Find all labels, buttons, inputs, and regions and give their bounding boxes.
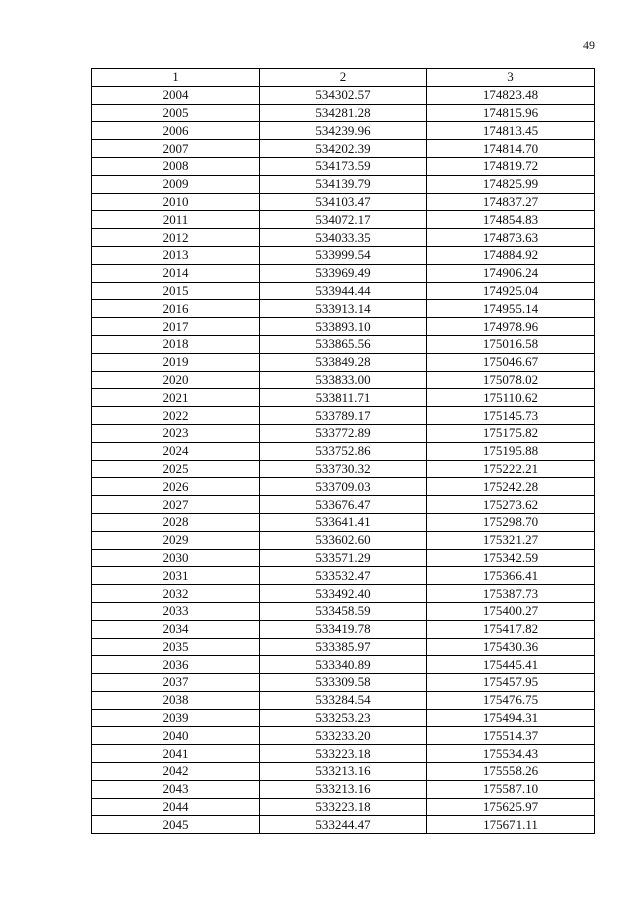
table-cell-col-1: 2036 [92, 656, 260, 674]
header-row [92, 69, 595, 87]
table-cell-col-2: 534103.47 [260, 193, 427, 211]
table-row [92, 442, 595, 460]
table-row [92, 531, 595, 549]
table-cell-col-1: 2006 [92, 122, 260, 140]
table-cell-col-2: 533532.47 [260, 567, 427, 585]
table-cell-col-2: 534202.39 [260, 140, 427, 158]
table-cell-col-1: 2025 [92, 460, 260, 478]
table-row [92, 104, 595, 122]
table-header [92, 69, 595, 87]
table-cell-col-3: 174854.83 [427, 211, 595, 229]
table-row [92, 763, 595, 781]
table-row [92, 727, 595, 745]
table-row [92, 602, 595, 620]
table-cell-col-3: 174823.48 [427, 86, 595, 104]
table-cell-col-3: 174815.96 [427, 104, 595, 122]
table-cell-col-1: 2009 [92, 175, 260, 193]
table-cell-col-2: 534173.59 [260, 157, 427, 175]
table-cell-col-1: 2019 [92, 353, 260, 371]
table-row [92, 246, 595, 264]
header-cell-2: 2 [260, 69, 427, 87]
table-cell-col-1: 2037 [92, 674, 260, 692]
table-cell-col-2: 533309.58 [260, 674, 427, 692]
table-cell-col-3: 174814.70 [427, 140, 595, 158]
table-row [92, 816, 595, 834]
table-cell-col-3: 175671.11 [427, 816, 595, 834]
table-cell-col-3: 174825.99 [427, 175, 595, 193]
table-cell-col-1: 2041 [92, 745, 260, 763]
table-row [92, 175, 595, 193]
table-row [92, 318, 595, 336]
table-cell-col-2: 533492.40 [260, 585, 427, 603]
table-cell-col-3: 175587.10 [427, 780, 595, 798]
table-cell-col-2: 533340.89 [260, 656, 427, 674]
table-cell-col-3: 174906.24 [427, 264, 595, 282]
table-body [92, 86, 595, 833]
table-cell-col-3: 175222.21 [427, 460, 595, 478]
table-cell-col-2: 533641.41 [260, 513, 427, 531]
table-cell-col-2: 533833.00 [260, 371, 427, 389]
table-cell-col-1: 2023 [92, 424, 260, 442]
table-cell-col-1: 2030 [92, 549, 260, 567]
table-row [92, 496, 595, 514]
table-cell-col-3: 175476.75 [427, 691, 595, 709]
table-row [92, 86, 595, 104]
table-cell-col-2: 533969.49 [260, 264, 427, 282]
table-cell-col-2: 533913.14 [260, 300, 427, 318]
table-cell-col-3: 174819.72 [427, 157, 595, 175]
table-cell-col-3: 175195.88 [427, 442, 595, 460]
table-row [92, 585, 595, 603]
table-row [92, 424, 595, 442]
table-cell-col-1: 2028 [92, 513, 260, 531]
table-cell-col-2: 534239.96 [260, 122, 427, 140]
table-cell-col-1: 2039 [92, 709, 260, 727]
table-row [92, 638, 595, 656]
table-cell-col-3: 175242.28 [427, 478, 595, 496]
table-cell-col-3: 174955.14 [427, 300, 595, 318]
table-cell-col-3: 175016.58 [427, 335, 595, 353]
table-cell-col-2: 533752.86 [260, 442, 427, 460]
table-row [92, 140, 595, 158]
table-cell-col-3: 175514.37 [427, 727, 595, 745]
table-row [92, 513, 595, 531]
table-row [92, 798, 595, 816]
table-row [92, 567, 595, 585]
table-cell-col-1: 2015 [92, 282, 260, 300]
table-cell-col-2: 533213.16 [260, 763, 427, 781]
table-cell-col-3: 175298.70 [427, 513, 595, 531]
table-cell-col-2: 533811.71 [260, 389, 427, 407]
table-cell-col-1: 2027 [92, 496, 260, 514]
table-row [92, 229, 595, 247]
table-cell-col-3: 175558.26 [427, 763, 595, 781]
table-cell-col-1: 2016 [92, 300, 260, 318]
table-cell-col-3: 175110.62 [427, 389, 595, 407]
table-cell-col-3: 174813.45 [427, 122, 595, 140]
table-cell-col-2: 533223.18 [260, 798, 427, 816]
header-cell-1: 1 [92, 69, 260, 87]
table-cell-col-1: 2013 [92, 246, 260, 264]
table-cell-col-2: 533458.59 [260, 602, 427, 620]
table-cell-col-1: 2026 [92, 478, 260, 496]
table-cell-col-1: 2018 [92, 335, 260, 353]
table-cell-col-2: 534072.17 [260, 211, 427, 229]
table-cell-col-3: 175175.82 [427, 424, 595, 442]
table-cell-col-3: 175457.95 [427, 674, 595, 692]
table-cell-col-3: 175430.36 [427, 638, 595, 656]
table-row [92, 300, 595, 318]
table-cell-col-2: 533602.60 [260, 531, 427, 549]
table-cell-col-3: 174884.92 [427, 246, 595, 264]
table-cell-col-3: 174978.96 [427, 318, 595, 336]
table-cell-col-1: 2008 [92, 157, 260, 175]
table-row [92, 211, 595, 229]
table-cell-col-1: 2040 [92, 727, 260, 745]
table-cell-col-1: 2044 [92, 798, 260, 816]
table-row [92, 620, 595, 638]
table-cell-col-3: 175145.73 [427, 407, 595, 425]
table-cell-col-3: 174925.04 [427, 282, 595, 300]
table-cell-col-2: 533284.54 [260, 691, 427, 709]
table-cell-col-2: 533253.23 [260, 709, 427, 727]
table-cell-col-2: 534033.35 [260, 229, 427, 247]
table-cell-col-1: 2042 [92, 763, 260, 781]
table-cell-col-1: 2024 [92, 442, 260, 460]
table-row [92, 389, 595, 407]
table-cell-col-3: 175417.82 [427, 620, 595, 638]
table-row [92, 691, 595, 709]
table-row [92, 709, 595, 727]
table-cell-col-2: 533772.89 [260, 424, 427, 442]
table-row [92, 157, 595, 175]
table-cell-col-1: 2010 [92, 193, 260, 211]
table-cell-col-2: 533571.29 [260, 549, 427, 567]
table-cell-col-1: 2005 [92, 104, 260, 122]
table-row [92, 264, 595, 282]
page-number: 49 [583, 38, 595, 52]
table-cell-col-2: 534302.57 [260, 86, 427, 104]
table-cell-col-3: 175046.67 [427, 353, 595, 371]
table-cell-col-2: 533233.20 [260, 727, 427, 745]
coordinates-table [91, 68, 595, 834]
table-cell-col-3: 175387.73 [427, 585, 595, 603]
table-cell-col-2: 533213.16 [260, 780, 427, 798]
table-cell-col-1: 2020 [92, 371, 260, 389]
table-cell-col-1: 2004 [92, 86, 260, 104]
table-cell-col-2: 534139.79 [260, 175, 427, 193]
table-row [92, 193, 595, 211]
table-cell-col-1: 2034 [92, 620, 260, 638]
table-row [92, 549, 595, 567]
table-cell-col-2: 533676.47 [260, 496, 427, 514]
table-row [92, 478, 595, 496]
table-row [92, 407, 595, 425]
table-cell-col-1: 2032 [92, 585, 260, 603]
table-row [92, 780, 595, 798]
table-cell-col-1: 2031 [92, 567, 260, 585]
table-cell-col-2: 533223.18 [260, 745, 427, 763]
table-cell-col-3: 175445.41 [427, 656, 595, 674]
table-cell-col-1: 2029 [92, 531, 260, 549]
table-cell-col-2: 533385.97 [260, 638, 427, 656]
table-cell-col-1: 2022 [92, 407, 260, 425]
table-cell-col-3: 175534.43 [427, 745, 595, 763]
table-cell-col-1: 2012 [92, 229, 260, 247]
table-cell-col-2: 534281.28 [260, 104, 427, 122]
table-cell-col-1: 2035 [92, 638, 260, 656]
table-cell-col-3: 174873.63 [427, 229, 595, 247]
table-row [92, 371, 595, 389]
table-cell-col-2: 533419.78 [260, 620, 427, 638]
table-row [92, 282, 595, 300]
table-cell-col-2: 533999.54 [260, 246, 427, 264]
table-cell-col-3: 175625.97 [427, 798, 595, 816]
table-cell-col-3: 175400.27 [427, 602, 595, 620]
table-cell-col-3: 175494.31 [427, 709, 595, 727]
table-cell-col-2: 533944.44 [260, 282, 427, 300]
table-row [92, 745, 595, 763]
table-cell-col-1: 2007 [92, 140, 260, 158]
table-cell-col-3: 175342.59 [427, 549, 595, 567]
table-row [92, 674, 595, 692]
table-cell-col-1: 2038 [92, 691, 260, 709]
header-cell-3: 3 [427, 69, 595, 87]
table-cell-col-3: 174837.27 [427, 193, 595, 211]
table-cell-col-2: 533865.56 [260, 335, 427, 353]
table-cell-col-3: 175078.02 [427, 371, 595, 389]
table-row [92, 335, 595, 353]
table-cell-col-2: 533730.32 [260, 460, 427, 478]
table-row [92, 122, 595, 140]
table-cell-col-1: 2017 [92, 318, 260, 336]
table-cell-col-3: 175366.41 [427, 567, 595, 585]
table-cell-col-2: 533244.47 [260, 816, 427, 834]
table-row [92, 656, 595, 674]
table-row [92, 460, 595, 478]
table-cell-col-1: 2021 [92, 389, 260, 407]
table-cell-col-3: 175273.62 [427, 496, 595, 514]
table-cell-col-2: 533789.17 [260, 407, 427, 425]
table-cell-col-1: 2043 [92, 780, 260, 798]
table-cell-col-1: 2014 [92, 264, 260, 282]
table-cell-col-1: 2033 [92, 602, 260, 620]
table-cell-col-2: 533709.03 [260, 478, 427, 496]
table-cell-col-1: 2045 [92, 816, 260, 834]
table-cell-col-1: 2011 [92, 211, 260, 229]
table-cell-col-2: 533849.28 [260, 353, 427, 371]
table-cell-col-2: 533893.10 [260, 318, 427, 336]
table-row [92, 353, 595, 371]
table-cell-col-3: 175321.27 [427, 531, 595, 549]
